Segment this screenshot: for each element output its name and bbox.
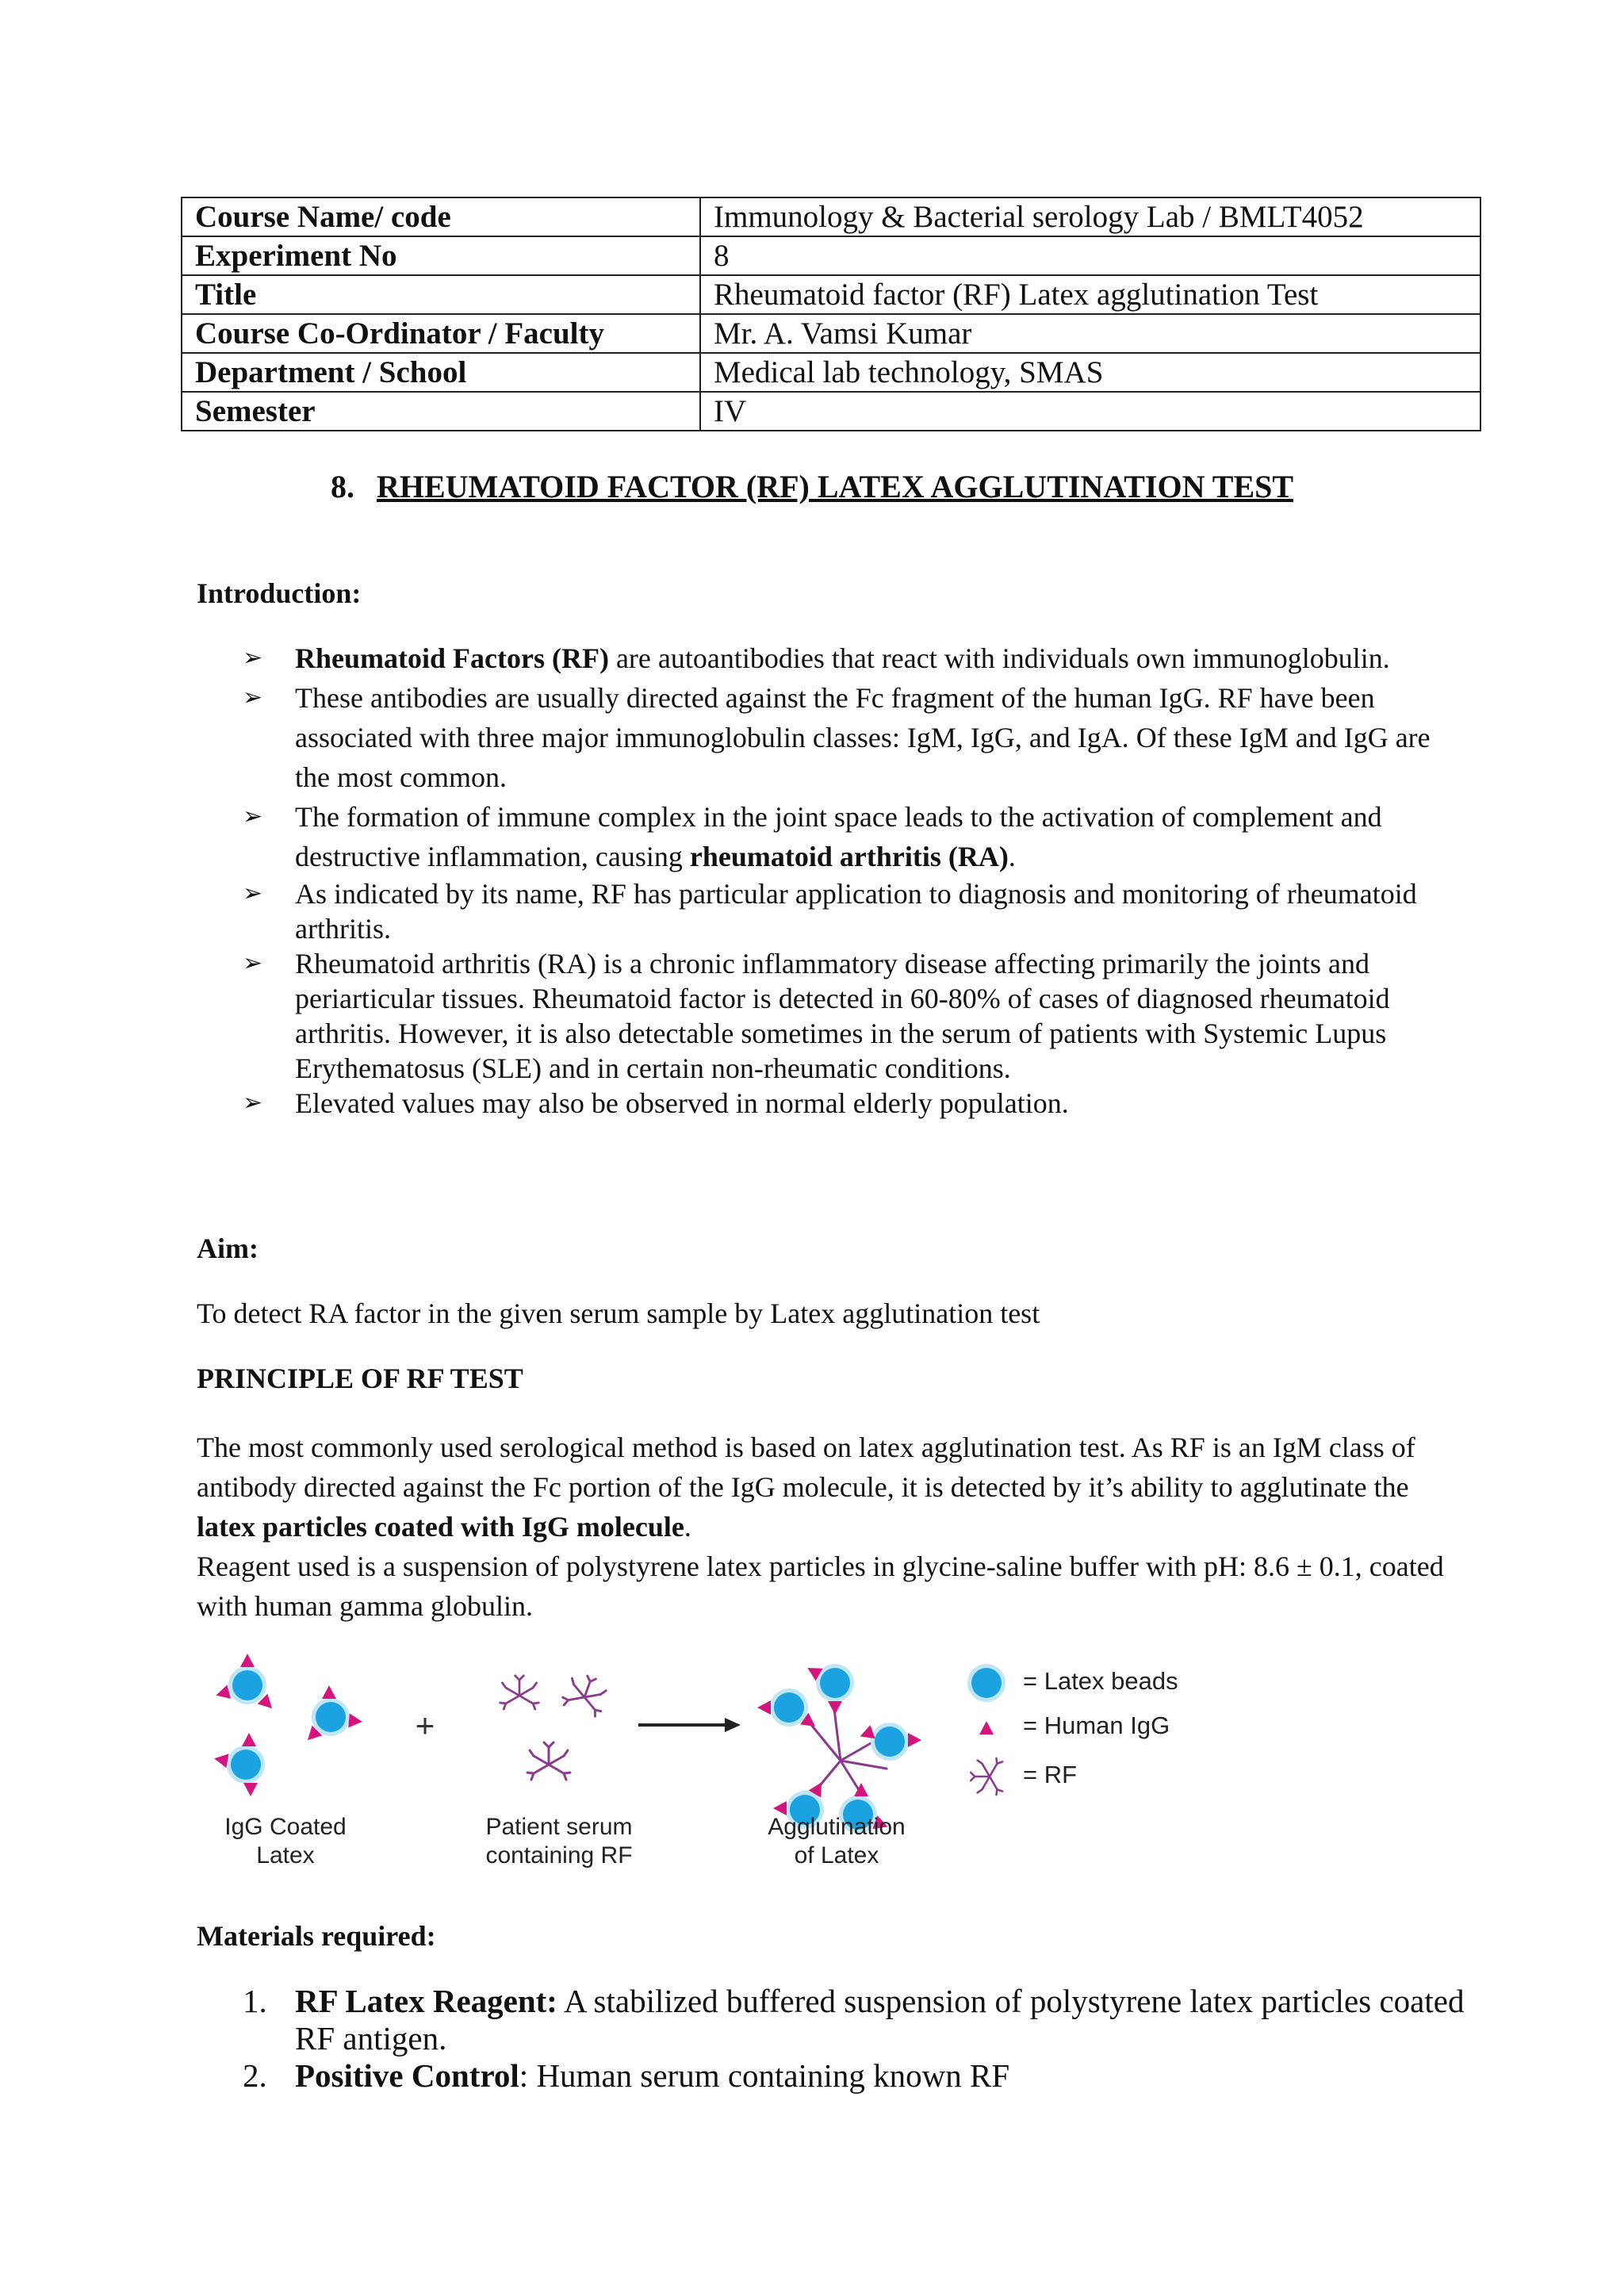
- arrow-bullet-icon: ➢: [243, 684, 263, 711]
- table-row: [182, 314, 1480, 353]
- caption-igg-coated-latex: [198, 1813, 373, 1870]
- bullet-bold: Rheumatoid Factors (RF): [295, 642, 609, 674]
- caption-patient-serum: [468, 1813, 650, 1870]
- list-item: [243, 1983, 1480, 2057]
- legend-igg-icon: [979, 1721, 994, 1734]
- list-number: 1.: [243, 1983, 267, 2019]
- table-value: Rheumatoid factor (RF) Latex agglutination Test: [700, 275, 1480, 314]
- table-row: [182, 353, 1480, 392]
- list-item: [243, 1086, 1456, 1121]
- principle-reagent-text: Reagent used is a suspension of polystyrene latex particles in glycine-saline buffer with pH: 8.6 ± 0.1, coated with human gamma globulin.: [197, 1550, 1444, 1622]
- caption-line: Latex: [256, 1842, 315, 1869]
- caption-line: containing RF: [485, 1842, 633, 1869]
- legend-rf-label: = RF: [1023, 1761, 1078, 1788]
- list-item: [243, 946, 1456, 1086]
- table-key: Course Name/ code: [182, 197, 700, 236]
- materials-list: [243, 1983, 1480, 2095]
- agglutination-cluster: [757, 1662, 921, 1834]
- latex-bead-icon: [858, 1723, 921, 1761]
- caption-line: Agglutination: [768, 1814, 906, 1840]
- table-value: Immunology & Bacterial serology Lab / BMLT4052: [700, 197, 1480, 236]
- principle-label: PRINCIPLE OF RF TEST: [197, 1363, 523, 1394]
- bullet-text: Rheumatoid arthritis (RA) is a chronic inflammatory disease affecting primarily the joints and periarticular tissues. Rheumatoid factor is detected in 60-80% of cases of diagnosed rheumatoid arthritis. However, it is also detectable sometimes in the serum of patients with Systemic Lupus Erythematosus (SLE) and in certain non-rheumatic conditions.: [295, 948, 1390, 1084]
- table-row: [182, 275, 1480, 314]
- arrow-bullet-icon: ➢: [243, 880, 263, 907]
- aim-text: To detect RA factor in the given serum sample by Latex agglutination test: [197, 1297, 1040, 1329]
- materials-label: Materials required:: [197, 1920, 436, 1952]
- material-desc: A stabilized buffered suspension of polystyrene latex particles coated RF antigen.: [295, 1983, 1465, 2056]
- course-info-table: [181, 197, 1481, 431]
- page-heading: [0, 468, 1624, 505]
- arrow-bullet-icon: ➢: [243, 803, 263, 830]
- bullet-bold: rheumatoid arthritis (RA): [689, 841, 1009, 872]
- rf-molecule-icon: [561, 1670, 611, 1718]
- table-value: 8: [700, 236, 1480, 275]
- caption-line: Patient serum: [485, 1814, 633, 1840]
- table-key: Title: [182, 275, 700, 314]
- material-name: Positive Control: [295, 2057, 519, 2094]
- caption-line: IgG Coated: [224, 1814, 347, 1840]
- table-value: IV: [700, 392, 1480, 431]
- bullet-text: As indicated by its name, RF has particular application to diagnosis and monitoring of rheumatoid arthritis.: [295, 878, 1417, 945]
- principle-text: The most commonly used serological method is based on latex agglutination test. As RF is an IgM class of antibody directed against the Fc portion of the IgG molecule, it is detected by it’s ability to agglutinate the: [197, 1432, 1415, 1503]
- table-row: [182, 197, 1480, 236]
- table-value: Mr. A. Vamsi Kumar: [700, 314, 1480, 353]
- list-item: [243, 2057, 1480, 2095]
- bullet-text: These antibodies are usually directed against the Fc fragment of the human IgG. RF have been associated with three major immunoglobulin classes: IgM, IgG, and IgA. Of these IgM and IgG are the most common.: [295, 682, 1431, 793]
- latex-bead-icon: [804, 1662, 854, 1715]
- aim-label: Aim:: [197, 1232, 259, 1264]
- rf-agglutination-diagram: [198, 1650, 1229, 1895]
- list-item: [243, 797, 1456, 876]
- patient-serum-rf-group: [500, 1670, 611, 1780]
- principle-bold: latex particles coated with IgG molecule: [197, 1511, 684, 1543]
- introduction-label: Introduction:: [197, 577, 362, 609]
- principle-paragraph: [197, 1428, 1450, 1626]
- principle-end: .: [684, 1511, 691, 1543]
- table-key: Experiment No: [182, 236, 700, 275]
- latex-bead-icon: [214, 1654, 277, 1713]
- caption-agglutination: [745, 1813, 928, 1870]
- heading-title: RHEUMATOID FACTOR (RF) LATEX AGGLUTINATION TEST: [376, 469, 1294, 504]
- latex-bead-icon: [213, 1733, 265, 1796]
- arrow-bullet-icon: ➢: [243, 1089, 263, 1117]
- legend-latex-label: = Latex beads: [1023, 1667, 1178, 1695]
- table-row: [182, 392, 1480, 431]
- bullet-text: are autoantibodies that react with individuals own immunoglobulin.: [608, 642, 1390, 674]
- arrow-bullet-icon: ➢: [243, 949, 263, 977]
- legend-rf-icon: [971, 1758, 1002, 1795]
- igg-coated-latex-group: [213, 1654, 363, 1796]
- legend-latex-bead-icon: [967, 1664, 1005, 1702]
- table-key: Department / School: [182, 353, 700, 392]
- bullet-tail: .: [1008, 841, 1016, 872]
- table-key: Semester: [182, 392, 700, 431]
- plus-sign: +: [415, 1707, 435, 1744]
- material-name: RF Latex Reagent:: [295, 1983, 557, 2019]
- right-arrow-icon: [638, 1718, 741, 1732]
- rf-molecule-icon: [527, 1742, 570, 1780]
- bullet-text: Elevated values may also be observed in normal elderly population.: [295, 1087, 1069, 1119]
- list-number: 2.: [243, 2057, 267, 2094]
- arrow-bullet-icon: ➢: [243, 644, 263, 672]
- table-key: Course Co-Ordinator / Faculty: [182, 314, 700, 353]
- latex-bead-icon: [757, 1688, 819, 1732]
- list-item: [243, 638, 1456, 678]
- caption-line: of Latex: [794, 1842, 879, 1869]
- table-value: Medical lab technology, SMAS: [700, 353, 1480, 392]
- rf-molecule-icon: [500, 1676, 539, 1709]
- material-desc: : Human serum containing known RF: [519, 2057, 1010, 2094]
- heading-number: 8.: [330, 469, 354, 504]
- introduction-bullets: [243, 638, 1456, 1121]
- bullet-text: The formation of immune complex in the joint space leads to the activation of complement and destructive inflammation, causing: [295, 801, 1382, 872]
- table-row: [182, 236, 1480, 275]
- legend-igg-label: = Human IgG: [1023, 1711, 1170, 1739]
- latex-bead-icon: [303, 1685, 363, 1745]
- list-item: [243, 678, 1456, 797]
- list-item: [243, 876, 1456, 946]
